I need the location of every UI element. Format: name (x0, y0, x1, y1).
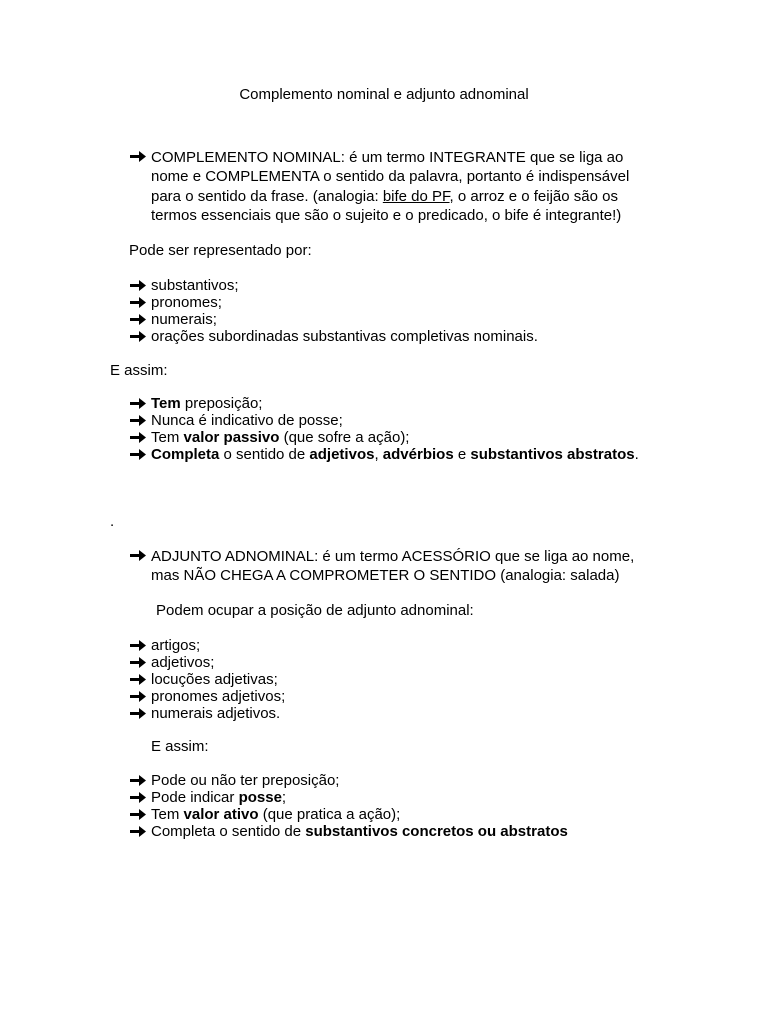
e-assim-label-2: E assim: (151, 738, 209, 755)
arrow-right-icon (129, 654, 147, 671)
arrow-right-icon (129, 547, 147, 564)
complemento-definition: COMPLEMENTO NOMINAL: é um termo INTEGRANTE que se liga ao nome e COMPLEMENTA o sentido da palavra, portanto é indispensável para o sentido da frase. (analogia: bife do PF, o arroz e o feijão são os termos essenciais que são o sujeito e o predicado, o bife é integrante!) (151, 149, 630, 224)
arrow-right-icon (129, 294, 147, 311)
document-title: Complemento nominal e adjunto adnominal (239, 86, 529, 103)
represented-by-label: Pode ser representado por: (129, 242, 312, 259)
arrow-right-icon (129, 277, 147, 294)
e-assim-label: E assim: (110, 362, 168, 379)
separator-dot: . (110, 513, 115, 530)
arrow-right-icon (129, 688, 147, 705)
arrow-right-icon (129, 637, 147, 654)
analogy-link-text: bife do PF (382, 187, 450, 205)
arrow-right-icon (129, 806, 147, 823)
arrow-right-icon (129, 311, 147, 328)
arrow-right-icon (129, 429, 147, 446)
arrow-right-icon (129, 148, 147, 165)
arrow-right-icon (129, 705, 147, 722)
arrow-right-icon (129, 671, 147, 688)
positions-label: Podem ocupar a posição de adjunto adnominal: (156, 602, 474, 619)
arrow-right-icon (129, 412, 147, 429)
arrow-right-icon (129, 789, 147, 806)
arrow-right-icon (129, 328, 147, 345)
adjunto-definition: ADJUNTO ADNOMINAL: é um termo ACESSÓRIO que se liga ao nome, mas NÃO CHEGA A COMPROMETER O SENTIDO (analogia: salada) (151, 548, 635, 585)
arrow-right-icon (129, 446, 147, 463)
arrow-right-icon (129, 823, 147, 840)
arrow-right-icon (129, 395, 147, 412)
arrow-right-icon (129, 772, 147, 789)
